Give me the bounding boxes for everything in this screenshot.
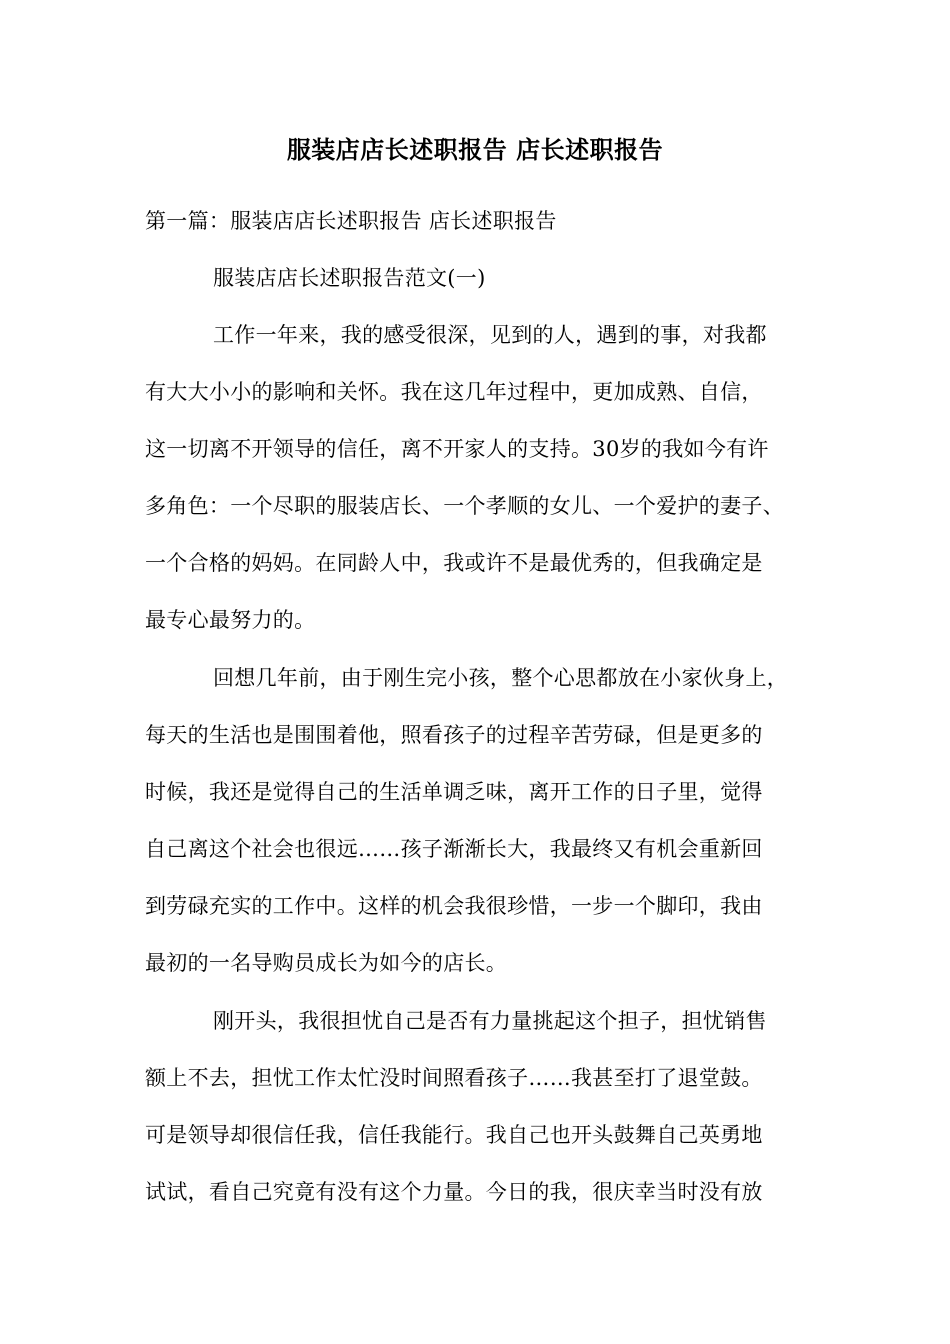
paragraph-line: 每天的生活也是围围着他，照看孩子的过程辛苦劳碌，但是更多的 — [145, 723, 763, 747]
paragraph-line: 最专心最努力的。 — [145, 608, 316, 632]
paragraph-line: 自己离这个社会也很远……孩子渐渐长大，我最终又有机会重新回 — [145, 837, 763, 861]
subsection-heading: 服装店店长述职报告范文(一) — [213, 266, 486, 290]
paragraph-line: 回想几年前，由于刚生完小孩，整个心思都放在小家伙身上， — [213, 666, 789, 690]
paragraph-line: 到劳碌充实的工作中。这样的机会我很珍惜，一步一个脚印，我由 — [145, 894, 763, 918]
paragraph-line: 时候，我还是觉得自己的生活单调乏味，离开工作的日子里，觉得 — [145, 780, 763, 804]
paragraph-line: 多角色：一个尽职的服装店长、一个孝顺的女儿、一个爱护的妻子、 — [145, 494, 784, 518]
paragraph-line: 最初的一名导购员成长为如今的店长。 — [145, 951, 508, 975]
paragraph-line: 可是领导却很信任我，信任我能行。我自己也开头鼓舞自己英勇地 — [145, 1123, 763, 1147]
paragraph-line: 额上不去，担忧工作太忙没时间照看孩子……我甚至打了退堂鼓。 — [145, 1066, 763, 1090]
paragraph-line: 这一切离不开领导的信任，离不开家人的支持。30岁的我如今有许 — [145, 437, 769, 461]
document-title: 服装店店长述职报告 店长述职报告 — [286, 135, 664, 164]
paragraph-line: 工作一年来，我的感受很深，见到的人，遇到的事，对我都 — [213, 323, 767, 347]
paragraph-line: 试试，看自己究竟有没有这个力量。今日的我，很庆幸当时没有放 — [145, 1180, 763, 1204]
paragraph-line: 一个合格的妈妈。在同龄人中，我或许不是最优秀的，但我确定是 — [145, 551, 763, 575]
paragraph-line: 刚开头，我很担忧自己是否有力量挑起这个担子，担忧销售 — [213, 1009, 767, 1033]
section-heading: 第一篇：服装店店长述职报告 店长述职报告 — [145, 209, 557, 233]
paragraph-line: 有大大小小的影响和关怀。我在这几年过程中，更加成熟、自信， — [145, 380, 763, 404]
